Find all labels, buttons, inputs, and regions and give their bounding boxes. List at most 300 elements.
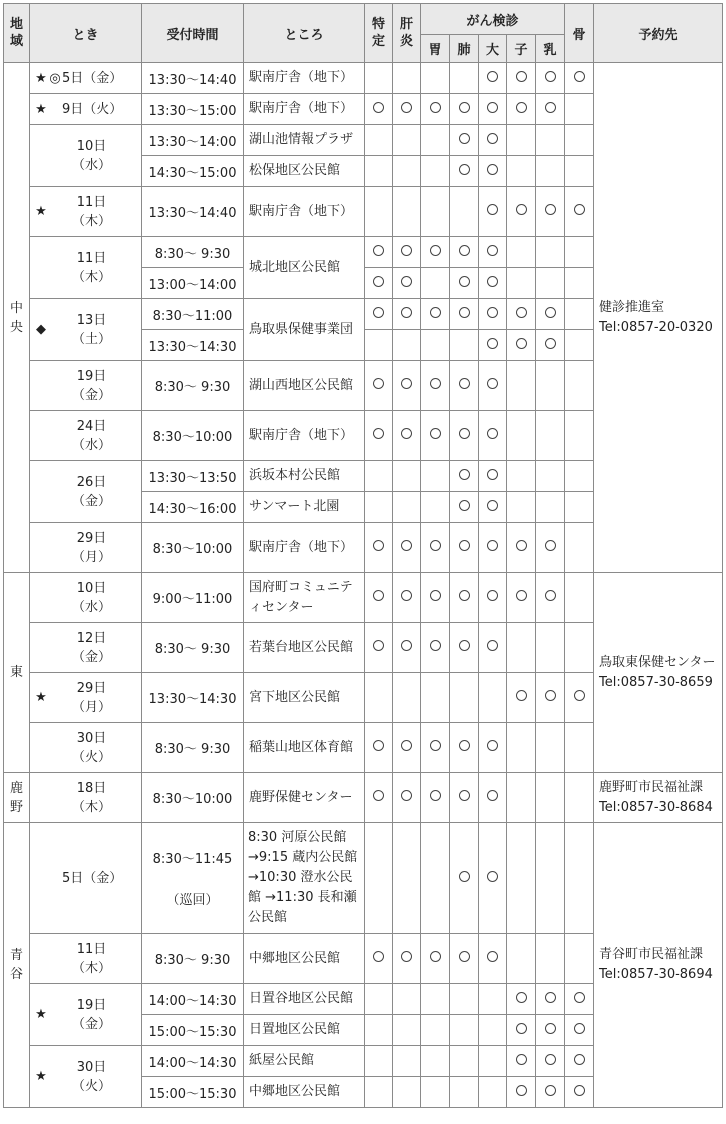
- exam-cell: [421, 1015, 450, 1046]
- exam-cell: [479, 1077, 507, 1108]
- exam-cell: [421, 361, 450, 411]
- exam-cell: [507, 361, 536, 411]
- exam-cell: [450, 361, 479, 411]
- exam-cell: [365, 823, 393, 934]
- time-cell: [142, 1077, 244, 1108]
- circle-icon: [545, 1054, 556, 1065]
- table-row: [4, 773, 723, 823]
- exam-cell: [393, 723, 421, 773]
- circle-icon: [459, 790, 470, 801]
- exam-cell: [421, 523, 450, 573]
- exam-cell: [479, 237, 507, 268]
- exam-cell: [450, 461, 479, 492]
- circle-icon: [545, 71, 556, 82]
- exam-cell: [479, 492, 507, 523]
- date-marks: [34, 204, 62, 219]
- exam-cell: [479, 156, 507, 187]
- date-cell: [30, 623, 142, 673]
- exam-cell: [565, 361, 594, 411]
- date-day: 24日: [76, 418, 107, 434]
- header-kanen: [393, 4, 421, 63]
- place-cell: 駅南庁舎（地下）: [244, 187, 365, 237]
- region-cell: [4, 63, 30, 573]
- circle-icon: [487, 540, 498, 551]
- exam-cell: [507, 573, 536, 623]
- place-cell: 中郷地区公民館: [244, 934, 365, 984]
- circle-icon: [487, 640, 498, 651]
- exam-cell: [393, 63, 421, 94]
- place-cell: 日置地区公民館: [244, 1015, 365, 1046]
- circle-icon: [459, 469, 470, 480]
- exam-cell: [479, 361, 507, 411]
- exam-cell: [479, 984, 507, 1015]
- reception-time: 9:00～11:00: [152, 592, 233, 607]
- exam-cell: [536, 934, 565, 984]
- circle-icon: [373, 790, 384, 801]
- circle-icon: [516, 102, 527, 113]
- reception-time: 14:00～14:30: [148, 993, 237, 1009]
- exam-cell: [450, 125, 479, 156]
- date-text: [62, 69, 141, 88]
- date-cell: [30, 823, 142, 934]
- exam-cell: [421, 1046, 450, 1077]
- circle-icon: [430, 245, 441, 256]
- place-cell: 駅南庁舎（地下）: [244, 63, 365, 94]
- contact-phone: Tel:0857-30-8694: [599, 967, 713, 982]
- circle-icon: [545, 338, 556, 349]
- circle-icon: [459, 133, 470, 144]
- circle-icon: [401, 740, 412, 751]
- reception-time: 13:30～14:40: [148, 206, 237, 221]
- exam-cell: [393, 411, 421, 461]
- circle-icon: [430, 378, 441, 389]
- place-cell: 城北地区公民館: [244, 237, 365, 299]
- circle-icon: [401, 428, 412, 439]
- exam-cell: [479, 1046, 507, 1077]
- exam-cell: [393, 492, 421, 523]
- circle-icon: [459, 500, 470, 511]
- circle-icon: [516, 690, 527, 701]
- exam-cell: [565, 984, 594, 1015]
- exam-cell: [393, 523, 421, 573]
- exam-cell: [479, 94, 507, 125]
- reception-time: 13:00～14:00: [148, 277, 237, 293]
- exam-cell: [365, 1046, 393, 1077]
- circle-icon: [401, 245, 412, 256]
- place-cell: 湖山西地区公民館: [244, 361, 365, 411]
- circle-icon: [487, 276, 498, 287]
- date-text: [62, 367, 141, 405]
- reception-time: 8:30～11:00: [152, 308, 233, 324]
- circle-icon: [373, 307, 384, 318]
- date-cell: [30, 523, 142, 573]
- exam-cell: [565, 723, 594, 773]
- exam-cell: [536, 330, 565, 361]
- circle-icon: [401, 540, 412, 551]
- circle-icon: [574, 71, 585, 82]
- time-cell: [142, 361, 244, 411]
- date-day: 29日: [76, 530, 107, 546]
- date-cell: [30, 299, 142, 361]
- exam-cell: [421, 94, 450, 125]
- exam-cell: [365, 673, 393, 723]
- reception-time: 13:30～14:40: [148, 72, 237, 88]
- region-name: 中央: [9, 300, 23, 335]
- exam-cell: [421, 156, 450, 187]
- exam-cell: [536, 673, 565, 723]
- exam-cell: [507, 823, 536, 934]
- exam-cell: [393, 330, 421, 361]
- time-note: （巡回）: [166, 893, 219, 908]
- date-wrap: [34, 869, 141, 888]
- header-time: 受付時間: [142, 4, 244, 63]
- circle-icon: [459, 428, 470, 439]
- exam-cell: [565, 330, 594, 361]
- exam-cell: [565, 125, 594, 156]
- date-mark: ◎: [49, 70, 61, 86]
- exam-cell: [450, 330, 479, 361]
- exam-cell: [365, 330, 393, 361]
- exam-cell: [393, 187, 421, 237]
- reception-time: 15:00～15:30: [148, 1086, 237, 1102]
- circle-icon: [545, 204, 556, 215]
- exam-cell: [536, 411, 565, 461]
- place-cell: 駅南庁舎（地下）: [244, 94, 365, 125]
- exam-cell: [450, 1077, 479, 1108]
- circle-icon: [487, 71, 498, 82]
- date-cell: [30, 573, 142, 623]
- circle-icon: [459, 951, 470, 962]
- exam-cell: [565, 1015, 594, 1046]
- exam-cell: [365, 268, 393, 299]
- exam-cell: [507, 461, 536, 492]
- contact-cell: [594, 823, 723, 1108]
- header-lung: 肺: [450, 35, 479, 63]
- exam-cell: [393, 156, 421, 187]
- date-wrap: [34, 940, 141, 978]
- date-marks: [34, 71, 62, 86]
- date-day: 10日: [76, 138, 107, 154]
- circle-icon: [459, 307, 470, 318]
- exam-cell: [536, 1015, 565, 1046]
- time-cell: [142, 934, 244, 984]
- exam-cell: [421, 934, 450, 984]
- date-mark: ★: [35, 1069, 47, 1084]
- circle-icon: [487, 164, 498, 175]
- date-cell: [30, 934, 142, 984]
- exam-cell: [450, 573, 479, 623]
- date-weekday: （水）: [71, 157, 111, 173]
- exam-cell: [507, 94, 536, 125]
- exam-cell: [393, 673, 421, 723]
- exam-cell: [365, 723, 393, 773]
- reception-time: 8:30～11:45: [152, 852, 233, 867]
- contact-office: 青谷町市民福祉課: [599, 947, 704, 962]
- exam-cell: [421, 492, 450, 523]
- date-wrap: [34, 1058, 141, 1096]
- date-text: [62, 996, 141, 1034]
- circle-icon: [373, 640, 384, 651]
- time-cell: [142, 125, 244, 156]
- circle-icon: [487, 307, 498, 318]
- date-text: [62, 249, 141, 287]
- exam-cell: [507, 156, 536, 187]
- date-wrap: [34, 996, 141, 1034]
- exam-cell: [536, 723, 565, 773]
- circle-icon: [516, 1054, 527, 1065]
- exam-cell: [536, 461, 565, 492]
- exam-cell: [421, 573, 450, 623]
- date-wrap: [34, 629, 141, 667]
- date-cell: [30, 673, 142, 723]
- circle-icon: [373, 378, 384, 389]
- date-weekday: （木）: [71, 960, 111, 976]
- date-wrap: [34, 311, 141, 349]
- place-cell: 駅南庁舎（地下）: [244, 523, 365, 573]
- date-mark: ★: [35, 70, 47, 86]
- region-name: 鹿野: [9, 780, 23, 815]
- exam-cell: [479, 773, 507, 823]
- date-text: [62, 1058, 141, 1096]
- header-tokutei-text: 特定: [371, 17, 385, 49]
- circle-icon: [545, 690, 556, 701]
- place-cell: 紙屋公民館: [244, 1046, 365, 1077]
- date-weekday: （金）: [71, 1016, 111, 1032]
- date-cell: [30, 411, 142, 461]
- circle-icon: [459, 871, 470, 882]
- circle-icon: [487, 338, 498, 349]
- exam-cell: [421, 63, 450, 94]
- exam-cell: [450, 63, 479, 94]
- exam-cell: [365, 411, 393, 461]
- date-text: [62, 940, 141, 978]
- circle-icon: [373, 740, 384, 751]
- contact-office: 健診推進室: [599, 299, 665, 315]
- date-marks: [34, 690, 62, 705]
- date-text: [62, 529, 141, 567]
- date-weekday: （水）: [71, 437, 111, 453]
- date-marks: [34, 1007, 62, 1022]
- time-cell: [142, 156, 244, 187]
- date-day: 11日: [76, 194, 107, 210]
- time-cell: [142, 492, 244, 523]
- exam-cell: [393, 268, 421, 299]
- circle-icon: [487, 378, 498, 389]
- time-cell: [142, 330, 244, 361]
- exam-cell: [450, 623, 479, 673]
- date-day: 19日: [76, 368, 107, 384]
- health-checkup-schedule-table: [3, 3, 723, 1108]
- date-cell: [30, 984, 142, 1046]
- circle-icon: [516, 590, 527, 601]
- exam-cell: [450, 934, 479, 984]
- region-name: 東: [9, 665, 23, 680]
- exam-cell: [421, 299, 450, 330]
- circle-icon: [487, 469, 498, 480]
- circle-icon: [401, 790, 412, 801]
- exam-cell: [365, 523, 393, 573]
- reception-time: 8:30～10:00: [152, 542, 233, 557]
- exam-cell: [450, 723, 479, 773]
- time-cell: [142, 94, 244, 125]
- exam-cell: [565, 299, 594, 330]
- exam-cell: [536, 823, 565, 934]
- exam-cell: [565, 411, 594, 461]
- reception-time: 14:30～15:00: [148, 165, 237, 181]
- circle-icon: [459, 590, 470, 601]
- header-contact: 予約先: [594, 4, 723, 63]
- date-day: 19日: [76, 997, 107, 1013]
- circle-icon: [574, 1023, 585, 1034]
- exam-cell: [365, 63, 393, 94]
- date-weekday: （月）: [71, 699, 111, 715]
- time-cell: [142, 411, 244, 461]
- time-cell: [142, 623, 244, 673]
- date-cell: [30, 723, 142, 773]
- date-wrap: [34, 69, 141, 88]
- date-wrap: [34, 529, 141, 567]
- exam-cell: [536, 573, 565, 623]
- circle-icon: [487, 871, 498, 882]
- circle-icon: [487, 133, 498, 144]
- exam-cell: [507, 934, 536, 984]
- date-marks: [34, 322, 62, 337]
- date-cell: [30, 461, 142, 523]
- date-cell: [30, 125, 142, 187]
- circle-icon: [487, 428, 498, 439]
- exam-cell: [365, 156, 393, 187]
- date-cell: [30, 237, 142, 299]
- exam-cell: [393, 299, 421, 330]
- exam-cell: [450, 823, 479, 934]
- exam-cell: [421, 823, 450, 934]
- reception-time: 13:30～14:00: [148, 134, 237, 150]
- circle-icon: [545, 307, 556, 318]
- circle-icon: [459, 740, 470, 751]
- exam-cell: [450, 156, 479, 187]
- reception-time: 13:30～14:30: [148, 339, 237, 355]
- circle-icon: [574, 1085, 585, 1096]
- place-cell: 駅南庁舎（地下）: [244, 411, 365, 461]
- place-cell: 宮下地区公民館: [244, 673, 365, 723]
- date-text: [62, 779, 141, 817]
- exam-cell: [565, 934, 594, 984]
- circle-icon: [516, 540, 527, 551]
- exam-cell: [507, 125, 536, 156]
- exam-cell: [365, 1077, 393, 1108]
- date-text: [62, 629, 141, 667]
- circle-icon: [430, 790, 441, 801]
- exam-cell: [393, 984, 421, 1015]
- exam-cell: [479, 299, 507, 330]
- exam-cell: [450, 94, 479, 125]
- exam-cell: [365, 773, 393, 823]
- exam-cell: [365, 492, 393, 523]
- exam-cell: [479, 268, 507, 299]
- region-cell: [4, 573, 30, 773]
- circle-icon: [373, 102, 384, 113]
- header-bone: 骨: [565, 4, 594, 63]
- exam-cell: [393, 237, 421, 268]
- exam-cell: [421, 330, 450, 361]
- exam-cell: [565, 773, 594, 823]
- exam-cell: [507, 268, 536, 299]
- exam-cell: [507, 1077, 536, 1108]
- exam-cell: [536, 773, 565, 823]
- exam-cell: [450, 268, 479, 299]
- exam-cell: [479, 673, 507, 723]
- date-mark: ★: [35, 690, 47, 705]
- exam-cell: [421, 461, 450, 492]
- exam-cell: [565, 1046, 594, 1077]
- circle-icon: [401, 276, 412, 287]
- exam-cell: [393, 1046, 421, 1077]
- exam-cell: [365, 94, 393, 125]
- circle-icon: [401, 951, 412, 962]
- date-wrap: [34, 137, 141, 175]
- date-weekday: （木）: [71, 269, 111, 285]
- exam-cell: [565, 623, 594, 673]
- circle-icon: [459, 245, 470, 256]
- exam-cell: [479, 1015, 507, 1046]
- exam-cell: [507, 723, 536, 773]
- exam-cell: [536, 125, 565, 156]
- reception-time: 8:30～ 9:30: [154, 953, 231, 968]
- circle-icon: [487, 790, 498, 801]
- date-wrap: [34, 579, 141, 617]
- circle-icon: [401, 307, 412, 318]
- exam-cell: [507, 623, 536, 673]
- header-stomach: 胃: [421, 35, 450, 63]
- exam-cell: [479, 187, 507, 237]
- circle-icon: [516, 1085, 527, 1096]
- table-row: [4, 573, 723, 623]
- time-cell: [142, 187, 244, 237]
- exam-cell: [479, 823, 507, 934]
- place-cell: 日置谷地区公民館: [244, 984, 365, 1015]
- circle-icon: [574, 690, 585, 701]
- exam-cell: [421, 773, 450, 823]
- place-cell: 8:30 河原公民館 →9:15 蔵内公民館 →10:30 澄水公民館 →11:30 長和瀬公民館: [244, 823, 365, 934]
- circle-icon: [373, 245, 384, 256]
- exam-cell: [507, 187, 536, 237]
- circle-icon: [401, 640, 412, 651]
- circle-icon: [545, 992, 556, 1003]
- circle-icon: [545, 540, 556, 551]
- place-cell: 国府町コミュニティセンター: [244, 573, 365, 623]
- region-cell: [4, 773, 30, 823]
- place-cell: 稲葉山地区体育館: [244, 723, 365, 773]
- date-day: 13日: [76, 312, 107, 328]
- exam-cell: [536, 492, 565, 523]
- date-day: 12日: [76, 630, 107, 646]
- header-region: [4, 4, 30, 63]
- date-weekday: （火）: [71, 1078, 111, 1094]
- region-cell: [4, 823, 30, 1108]
- circle-icon: [373, 276, 384, 287]
- reception-time: 13:30～13:50: [148, 470, 237, 486]
- exam-cell: [421, 125, 450, 156]
- exam-cell: [450, 1046, 479, 1077]
- circle-icon: [487, 245, 498, 256]
- exam-cell: [393, 94, 421, 125]
- exam-cell: [479, 411, 507, 461]
- date-cell: [30, 1046, 142, 1108]
- reception-time: 14:00～14:30: [148, 1055, 237, 1071]
- circle-icon: [430, 540, 441, 551]
- place-cell: サンマート北園: [244, 492, 365, 523]
- date-weekday: （金）: [71, 493, 111, 509]
